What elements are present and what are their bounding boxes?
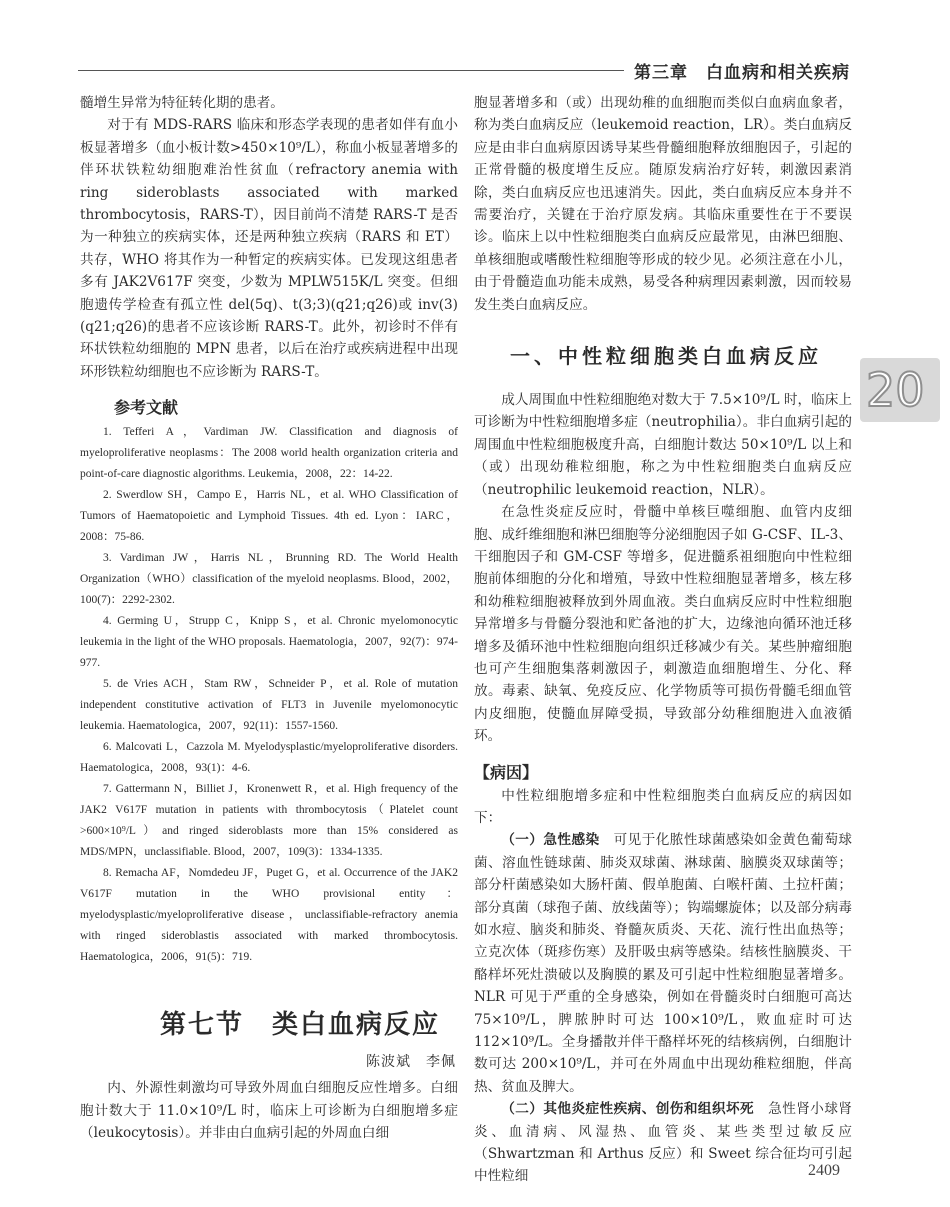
chapter-title: 第三章 白血病和相关疾病: [634, 63, 850, 83]
etiology-heading: 【病因】: [474, 762, 539, 782]
reference-item: 3. Vardiman JW，Harris NL，Brunning RD. The World Health Organization（WHO）classification of the myeloid neoplasms. Blood，2002，100(7)：2292-2302.: [80, 552, 458, 607]
section-intro-paragraph: 内、外源性刺激均可导致外周血白细胞反应性增多。白细胞计数大于 11.0×10⁹/L 时，临床上可诊断为白细胞增多症（leukocytosis）。并非由白血病引起的外周血白细: [80, 1080, 458, 1142]
reference-item: 2. Swerdlow SH，Campo E，Harris NL，et al. WHO Classification of Tumors of Haematopoietic and Lymphoid Tissues. 4th ed. Lyon：IARC，2008：75-86.: [80, 489, 458, 544]
rars-t-paragraph: 对于有 MDS-RARS 临床和形态学表现的患者如伴有血小板显著增多（血小板计数>450×10⁹/L），称血小板显著增多的伴环状铁粒幼细胞难治性贫血（refractory anemia with ring sideroblasts associated with marked thrombocytosis，RARS-T），因目前尚不清楚 RARS-T 是否为一种独立的疾病实体，还是两种独立疾病（RARS 和 ET）共存，WHO 将其作为一种暂定的疾病实体。已发现这组患者多有 JAK2V617F 突变，少数为 MPLW515K/L 突变。但细胞遗传学检查有孤立性 del(5q)、t(3;3)(q21;q26)或 inv(3)(q21;q26)的患者不应该诊断 RARS-T。此外，初诊时不伴有环状铁粒幼细胞的 MPN 患者，以后在治疗或疾病进程中出现环形铁粒幼细胞也不应诊断为 RARS-T。: [80, 117, 458, 380]
header-rule: [78, 70, 624, 71]
chapter-tab: [860, 358, 940, 422]
section-title: 第七节 类白血病反应: [160, 1010, 441, 1041]
left-column: [80, 92, 458, 1145]
left-paragraph-continuation: 髓增生异常为特征转化期的患者。: [80, 95, 284, 111]
mechanism-paragraph: 在急性炎症反应时，骨髓中单核巨噬细胞、血管内皮细胞、成纤维细胞和淋巴细胞等分泌细胞因子如 G-CSF、IL-3、干细胞因子和 GM-CSF 等增多，促进髓系祖细胞向中性粒细胞前体细胞的分化和增殖，导致中性粒细胞显著增多，核左移和幼稚粒细胞被释放到外周血液。类白血病反应时中性粒细胞异常增多与骨髓分裂池和贮备池的扩大，边缘池向循环池迁移增多及循环池中性粒细胞向组织迁移减少有关。某些肿瘤细胞也可产生细胞集落刺激因子，刺激造血细胞增生、分化、释放。毒素、缺氧、免疫反应、化学物质等可损伤骨髓毛细血管内皮细胞，使髓血屏障受损，导致部分幼稚细胞进入血液循环。: [474, 504, 852, 745]
reference-item: 1. Tefferi A，Vardiman JW. Classification and diagnosis of myeloproliferative neoplasms：The 2008 world health organization criteria and point-of-care diagnostic algorithms. Leukemia，2008，22：14-22.: [80, 426, 458, 481]
reference-item: 4. Germing U，Strupp C，Knipp S，et al. Chronic myelomonocytic leukemia in the light of the WHO proposals. Haematologia，2007，92(7)：974-977.: [80, 615, 458, 670]
right-column: [474, 92, 852, 1188]
neutrophilia-paragraph: 成人周围血中性粒细胞绝对数大于 7.5×10⁹/L 时，临床上可诊断为中性粒细胞增多症（neutrophilia）。非白血病引起的周围血中性粒细胞极度升高，白细胞计数达 50×10⁹/L 以上和（或）出现幼稚粒细胞，称之为中性粒细胞类白血病反应（neutrophilic leukemoid reaction，NLR）。: [474, 392, 852, 498]
chapter-tab-number: 20: [866, 363, 925, 417]
reference-item: 5. de Vries ACH，Stam RW，Schneider P，et al. Role of mutation independent constitutive activation of FLT3 in Juvenile myelomonocytic leukemia. Haematologica，2007，92(11)：1557-1560.: [80, 678, 458, 733]
section-authors: 陈波斌 李佩: [366, 1054, 456, 1071]
reference-item: 8. Remacha AF，Nomdedeu JF，Puget G，et al. Occurrence of the JAK2 V617F mutation in the WHO provisional entity：myelodysplastic/myeloproliferative disease，unclassifiable-refractory anemia with ringed sideroblastis associated with marked thrombocytosis. Haematologica，2006，91(5)：719.: [80, 867, 458, 964]
inflammatory-heading: （二）其他炎症性疾病、创伤和组织坏死: [501, 1101, 755, 1118]
right-paragraph-continuation: 胞显著增多和（或）出现幼稚的血细胞而类似白血病血象者，称为类白血病反应（leukemoid reaction，LR）。类白血病反应是由非白血病原因诱导某些骨髓细胞释放细胞因子，引起的正常骨髓的极度增生反应。随原发病治疗好转，刺激因素消除，类白血病反应也迅速消失。因此，类白血病反应本身并不需要治疗，关键在于治疗原发病。其临床重要性在于不要误诊。临床上以中性粒细胞类白血病反应最常见，由淋巴细胞、单核细胞或嗜酸性粒细胞等形成的较少见。必须注意在小儿，由于骨髓造血功能未成熟，易受各种病理因素刺激，因而较易发生类白血病反应。: [474, 95, 852, 313]
etiology-intro: 中性粒细胞增多症和中性粒细胞类白血病反应的病因如下：: [474, 787, 852, 826]
reference-item: 7. Gattermann N，Billiet J，Kronenwett R，et al. High frequency of the JAK2 V617F mutation in patients with thrombocytosis（Platelet count >600×10⁹/L）and ringed sideroblasts more than 15% considered as MDS/MPN，unclassifiable. Blood，2007，109(3)：1334-1335.: [80, 783, 458, 859]
acute-infection-text: 可见于化脓性球菌感染如金黄色葡萄球菌、溶血性链球菌、肺炎双球菌、淋球菌、脑膜炎双球菌等；部分杆菌感染如大肠杆菌、假单胞菌、白喉杆菌、土拉杆菌；部分真菌（球孢子菌、放线菌等）；钩端螺旋体；以及部分病毒如水痘、脑炎和肺炎、脊髓灰质炎、天花、流行性出血热等；立克次体（斑疹伤寒）及肝吸虫病等感染。结核性脑膜炎、干酪样坏死灶溃破以及胸膜的累及可引起中性粒细胞显著增多。NLR 可见于严重的全身感染，例如在骨髓炎时白细胞可高达 75×10⁹/L，脾脓肿时可达 100×10⁹/L，败血症时可达 112×10⁹/L。全身播散并伴干酪样坏死的结核病例，白细胞计数可达 200×10⁹/L，并可在外周血中出现幼稚粒细胞，伴高热、贫血及脾大。: [474, 832, 853, 1095]
reference-item: 6. Malcovati L，Cazzola M. Myelodysplastic/myeloproliferative disorders. Haematologica，2008，93(1)：4-6.: [80, 741, 458, 775]
acute-infection-paragraph: [474, 829, 852, 1098]
inflammatory-text: 急性肾小球肾炎、血清病、风湿热、血管炎、某些类型过敏反应（Shwartzman 和 Arthus 反应）和 Sweet 综合征均可引起中性粒细: [474, 1101, 853, 1185]
inflammatory-paragraph: [474, 1098, 852, 1188]
subsection-heading: 一、中性粒细胞类白血病反应: [510, 344, 822, 369]
references-heading: 参考文献: [114, 398, 179, 418]
page-number: 2409: [808, 1162, 840, 1179]
acute-infection-heading: （一）急性感染: [501, 832, 600, 849]
